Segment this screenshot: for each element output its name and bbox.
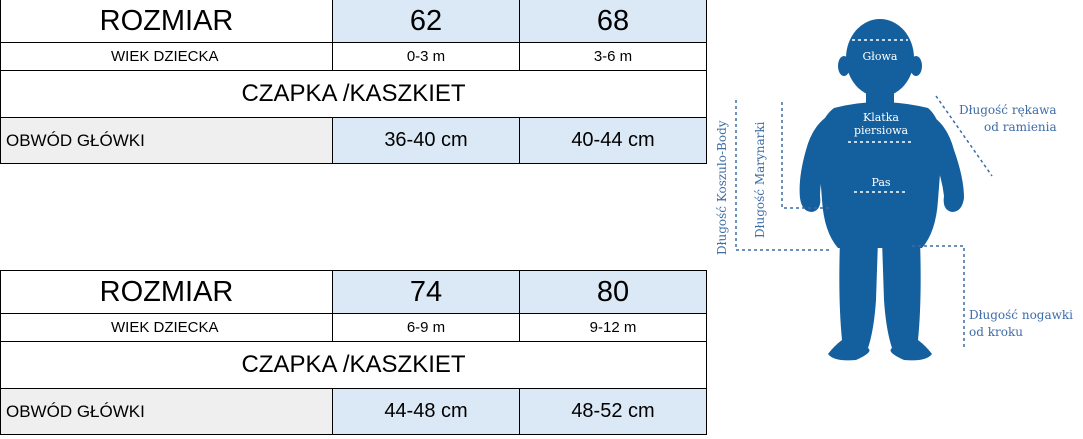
size-value: 80: [520, 271, 707, 314]
age-value: 9-12 m: [520, 314, 707, 342]
age-value: 0-3 m: [333, 43, 520, 71]
size-value: 68: [520, 0, 707, 43]
baby-silhouette-illustration: [706, 0, 1083, 439]
size-table-1: [0, 0, 707, 164]
baby-silhouette: [800, 19, 964, 360]
sleeve-label-line2: od ramienia: [984, 120, 1057, 134]
size-label: ROZMIAR: [1, 271, 333, 314]
size-label: ROZMIAR: [1, 0, 333, 43]
leg-label-line2: od kroku: [969, 325, 1023, 339]
measure-value: 48-52 cm: [520, 389, 707, 435]
age-label: WIEK DZIECKA: [1, 314, 333, 342]
measure-label: OBWÓD GŁÓWKI: [1, 118, 333, 164]
age-value: 6-9 m: [333, 314, 520, 342]
size-value: 62: [333, 0, 520, 43]
leg-label-line1: Długość nogawki: [969, 308, 1074, 322]
measure-label: OBWÓD GŁÓWKI: [1, 389, 333, 435]
age-value: 3-6 m: [520, 43, 707, 71]
jacket-length-label: Długość Marynarki: [753, 121, 767, 238]
age-label: WIEK DZIECKA: [1, 43, 333, 71]
measurement-figure: [706, 0, 1083, 439]
size-value: 74: [333, 271, 520, 314]
measure-value: 36-40 cm: [333, 118, 520, 164]
sleeve-label-line1: Długość rękawa: [959, 103, 1057, 117]
body-length-label: Długość Koszulo-Body: [715, 120, 729, 255]
measure-value: 40-44 cm: [520, 118, 707, 164]
size-table-2: [0, 270, 707, 435]
product-title: CZAPKA /KASZKIET: [1, 71, 707, 118]
head-label: Głowa: [862, 50, 898, 63]
chest-label-line1: Klatka: [863, 111, 899, 124]
measure-value: 44-48 cm: [333, 389, 520, 435]
chest-label-line2: piersiowa: [853, 124, 909, 137]
waist-label: Pas: [871, 176, 891, 189]
product-title: CZAPKA /KASZKIET: [1, 342, 707, 389]
